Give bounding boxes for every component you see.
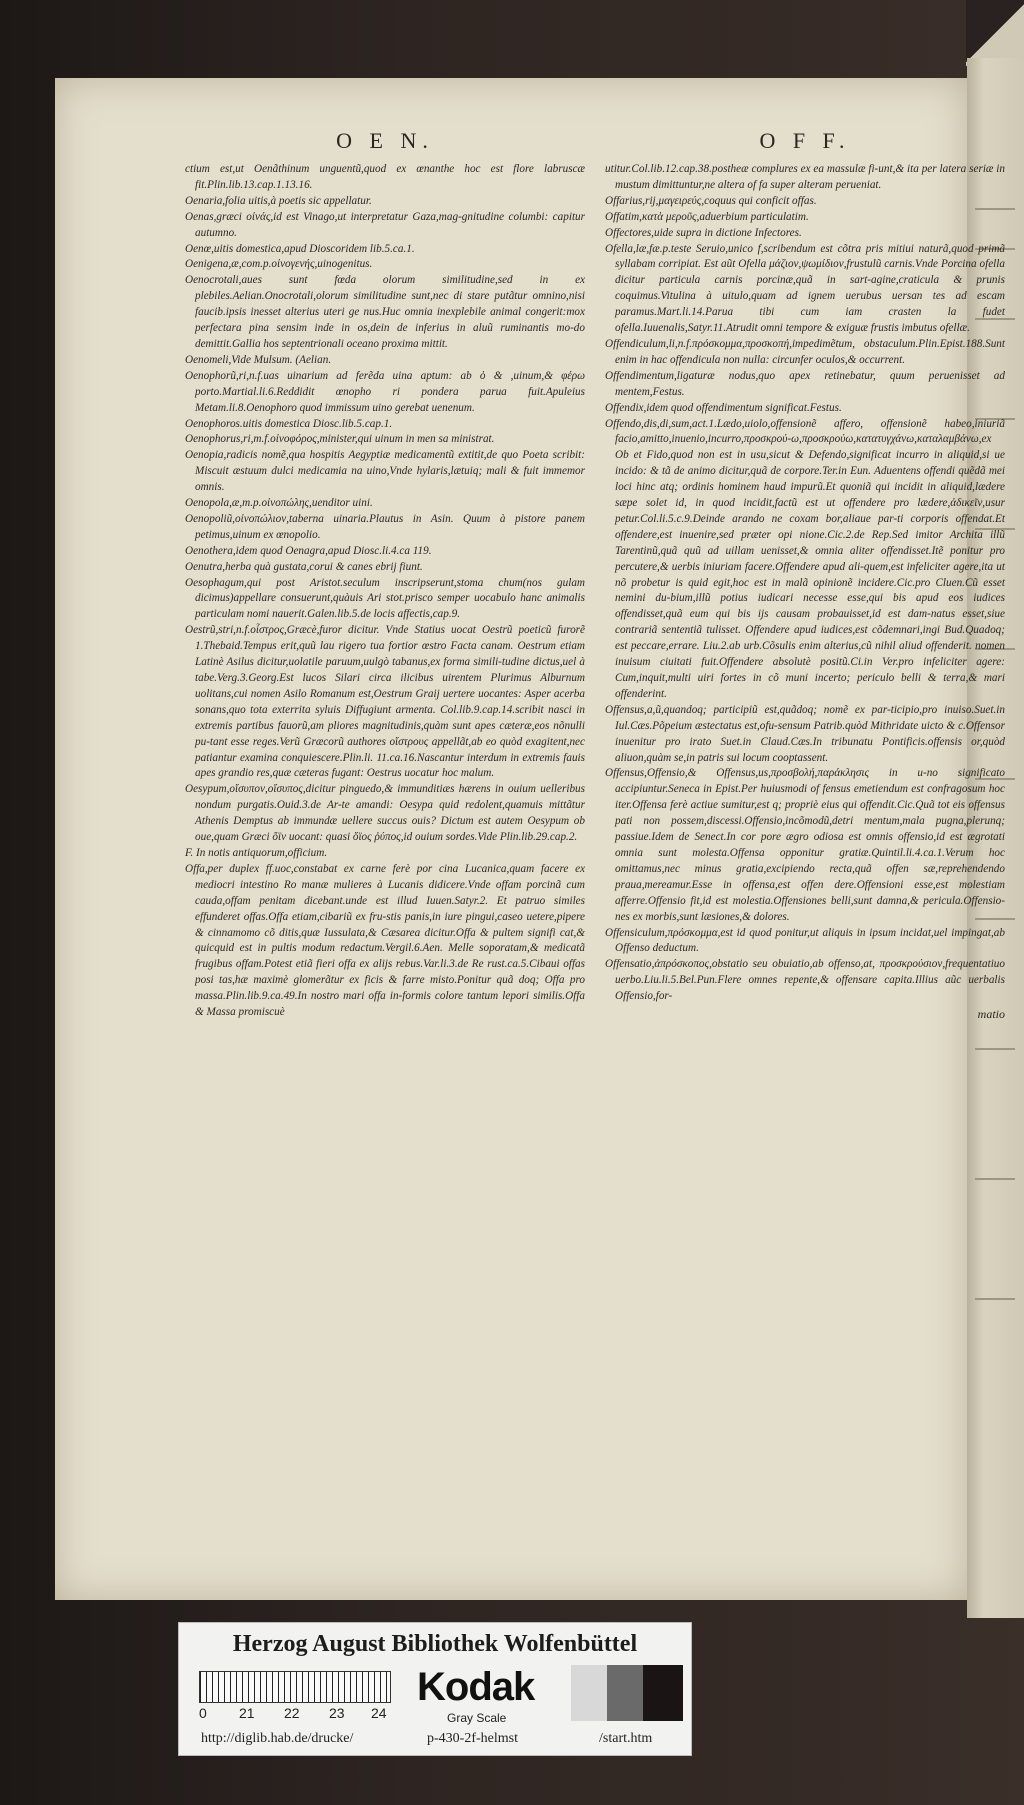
- dictionary-entry: Offendix,idem quod offendimentum significat.Festus.: [605, 401, 842, 414]
- ruler-mark: 21: [239, 1705, 255, 1721]
- url-base: http://diglib.hab.de/drucke/: [201, 1731, 354, 1746]
- gray-patch-mid: [607, 1665, 643, 1721]
- scale-ruler: [199, 1671, 391, 1703]
- dictionary-entry: Oenothera,idem quod Oenagra,apud Diosc.li.4.ca 119.: [185, 544, 432, 557]
- gray-patch-light: [571, 1665, 607, 1721]
- dictionary-entry: Offectores,uide supra in dictione Infectores.: [605, 226, 802, 239]
- dictionary-entry: Oenœ,uitis domestica,apud Dioscoridem lib.5.ca.1.: [185, 242, 415, 255]
- left-column: [185, 128, 585, 1021]
- dictionary-entry: Offarius,rij,μαγειρεύς,coquus qui conficit offas.: [605, 194, 817, 207]
- right-column: [605, 128, 1005, 1022]
- dictionary-entry: Oesypum,οἴσυπον,οἴσυπος,dicitur pinguedo,& immunditiæs hærens in ouium uelleribus nondum purgatis.Ouid.3.de Ar-te amandi: Oesypa quid redolent,quamuis mittãtur Athenis Demptus ab immundæ uellere succus ouis? Dictum est autem Oesypum ob oue,quam Græci ὄϊν uocant: quasi ὄϊος ῥύπος,id ouium sordes.Vide Plin.lib.29.cap.2.: [185, 783, 585, 844]
- dictionary-entry: Oenophoros.uitis domestica Diosc.lib.5.cap.1.: [185, 417, 393, 430]
- dictionary-entry: Offendo,dis,di,sum,act.1.Lædo,uiolo,offensionẽ affero, offensionẽ habeo,iniuriã facio,amitto,inuenio,incurro,προσκρού-ω,προσκρούω,κατατυγχάνω,καταλαμβάνω,ex Ob et Fido,quod non est in usu,sicut & Defendo,significat incurro in aliquid,si ue incido: & tã de animo dicitur,quã de corpore.Ter.in Eun. Aduentens offendi quẽdã mei loci hinc atq; ordinis hominem haud impurũ.Et quoniã qui incidit in aliquid,lædere sæpe solet id, in quod incidit,factũ est ut offendere pro lædere,ἀδικεῖν,usur petur.Col.li.5.c.9.Deinde arando ne coxam bor,aliaue par-ti corporis offendat.Et offendere,est inuenire,sed præter opi nione.Cic.2.de Rep.Sed imitor Archita illũ Tarentinũ,quã quũ ad uillam uenisset,& omnia aliter offendisset.Itẽ ponitur pro percutere,& uerbis iniuriam facere.Offendere apud ali-quem,est infeliciter agere,ita ut nõ probetur is quid egit,hoc est in malã opinionẽ incidere.Cic.pro Cluen.Cũ esset nemini du-bium,illũ potius iudicari necesse esse,qui bis apud eos iudices offendisset,quã eum qui bis ijs causam probauisset,id est dam-natus esset,siue contrariã sententiã tulisset. Offendere apud iudices,est cõdemnari,ingi Bud.Quadoq; est peccare,errare. Liu.2.ab urb.Cõsulis enim alterius,cũ nihil aliud offenderit. nomen inuisum ciuitati fuit.Offendere absolutè positũ.Ci.in Ver.pro infeliciter agere: Cum,inquit,multi uiri fortes in cõ muni incerto; periculo belli & terra,& mari offenderint.: [605, 417, 1005, 700]
- dictionary-entry: Oenopia,radicis nomẽ,qua hospitis Aegyptiæ medicamentũ extitit,de quo Poeta scribit: Miscuit æstuum dulci medicamia na uino,Vnde hylaris,lætuiq; mali & fuit immemor omnis.: [185, 449, 585, 494]
- dictionary-entry: Offensus,Offensio,& Offensus,us,προσβολή,παράκλησις in u-no significato accipiuntur.Seneca in Epist.Per huiusmodi of fensus emetiendum est confragosum hoc iter.Offensa ferè actiue sumitur,est q; propriè eius qui offendit.Cic.Quã tot eis offensus pati non possem,discessi.Offensio,incõmodũ,detri mentum,mala pugna,plerunq; passiue.Idem de Senect.In cor pore ægro odiosa est omnis offensio,id est ægrotati omnia sunt molesta.Offensa opponitur gratiæ.Quintil.li.4.ca.1.Verum hoc omittamus,nec minus gratia,excipiendo recta,quã offen sæ,reprehendendo praua,mereamur.Esse in offensa,est offen dere.Offensioni esse,est molestiam afferre.Offensio fit,id est molestia.Offensiones belli,sunt damna,& pericula.Offensio-nes ex morbis,sunt læsiones,& dolores.: [605, 767, 1005, 923]
- catchword: matio: [977, 1007, 1005, 1022]
- left-running-head: O E N.: [336, 128, 434, 153]
- dictionary-entry: Oesophagum,qui post Aristot.seculum inscripserunt,stoma chum(nos gulam dicimus)appellare consuerunt,quàuis Ari stot.prisco semper uocabulo hanc animalis particulam nomi nauerit.Galen.lib.5.de locis affectis,cap.9.: [185, 576, 585, 621]
- dictionary-entry: Oenas,græci οἰνάς,id est Vinago,ut interpretatur Gaza,mag-gnitudine columbi: capitur autumno.: [185, 210, 585, 239]
- dictionary-entry: Offatim,κατὰ μεροῦς,aduerbium particulatim.: [605, 210, 809, 223]
- dictionary-entry: Oenocrotali,aues sunt fœda olorum similitudine,sed in ex plebiles.Aelian.Onocrotali,olorum similitudine sunt,nec di stare putãtur omnino,nisi faucib.ipsis inesset alterius uteri ge nus.Huc omnia inexplebile animal congerit:mox perfectara pina sensim inde in os,dein de inferius in aluũ ruminantis mo-do demittit.Gallia hos septentrionali oceano proxima mittit.: [185, 274, 585, 350]
- dictionary-entry: Oenomeli,Vide Mulsum. (Aelian.: [185, 353, 332, 366]
- url-page: /start.htm: [599, 1731, 653, 1746]
- dictionary-entry: Oenophorus,ri,m.f.οἰνοφόρος,minister,qui uinum in men sa ministrat.: [185, 433, 495, 446]
- dictionary-entry: Offensatio,ἀπρόσκοπος,obstatio seu obuiatio,ab offenso,at, προσκρούσιον,frequentatiuo uerbo.Liu.li.5.Bel.Pun.Flere omnes repente,& offensare capita.Illius aũc uerbalis Offensio,for-: [605, 958, 1005, 1003]
- dictionary-entry: Oenutra,herba quà gustata,corui & canes ebrij fiunt.: [185, 560, 423, 573]
- url-item-id: p-430-2f-helmst: [427, 1731, 518, 1746]
- dictionary-entry: Oenopola,æ,m.p.οἰνοπώλης,uenditor uini.: [185, 497, 373, 510]
- dictionary-entry: Oestrũ,stri,n.f.οἶστρος,Græcè,furor dicitur. Vnde Statius uocat Oestrũ poeticũ furorẽ 1.Thebaid.Tempus erit,quũ lau rigero tua fortior œstro Facta canam. Oestrum etiam Latinè Asilus dicitur,uolatile paruum,uulgò tabanus,ex forma simili-tudine dictus,uel à tabe.Verg.3.Georg.Est lucos Silari circa ilicibus uirentem Plurimus Alburnum uolitans,cui nomen Asilo Romanum est,Oestrum Graij uertere uocantes: Asper acerba sonans,quo tota exterrita syluis Diffugiunt armenta. Col.lib.9.cap.14.scribit nasci in extremis partibus fauorũ,am pliores magnitudinis,quàm sunt apes cæteræ,eos nõnulli pu-tant esse reges.Verũ Græcorũ authores οἴστρους appellãt,ab eo quòd exagitent,nec patiantur examina conquiescere.Plin.li. 11.ca.16.Nascantur interdum in extremis fauis apes grandio res,quæ cæteras fugant: Oestrus uocatur hoc malum.: [185, 624, 585, 780]
- dictionary-entry: Offensiculum,πρόσκομμα,est id quod ponitur,ut aliquis in ipsum incidat,uel impingat,ab Offenso deductum.: [605, 926, 1005, 955]
- ruler-mark: 24: [371, 1705, 387, 1721]
- ruler-mark: 23: [329, 1705, 345, 1721]
- dictionary-entry: Oenaria,folia uitis,à poetis sic appellatur.: [185, 194, 372, 207]
- dictionary-entry: ctium est,ut Oenãthinum unguentũ,quod ex œnanthe hoc est flore labruscæ fit.Plin.lib.13.cap.1.13.16.: [185, 163, 585, 191]
- right-running-head: O F F.: [759, 128, 851, 153]
- dictionary-entry: Offensus,a,ũ,quandoq; participiũ est,quãdoq; nomẽ ex par-ticipio,pro inuiso.Suet.in Iul.Cæs.Põpeium æstectatus est,ofu-sensum Patrib.quòd Mithridate uicto & c.Offensor inuenitur pro irato Suet.in Claud.Cæs.In tribunatu Pontificis.offensis or,quòd aliuon,quàm se,in patris sui locum cooptassent.: [605, 703, 1005, 764]
- page-corner: [966, 0, 1024, 66]
- gray-scale-label: Gray Scale: [447, 1711, 507, 1725]
- color-calibration-bar: [178, 1622, 692, 1756]
- dictionary-entry: Offa,per duplex ff.uoc,constabat ex carne ferè por cina Lucanica,quam facere ex mediocri intestino Ro manæ mulieres à Lucanis didicere.Vnde offam porcinã cum cauda,offam penitam dicebant.unde est illud Iuuen.Satyr.2. Et patruo similes effunderet offas.Offa etiam,cibariũ ex fru-stis panis,in iure pingui,caseo uetere,pipere & cinnamomo cõ ditis,quæ Iussulata,& Cæsarea dicitur.Offa & pultem signifi cat,& quicquid est in pultis modum redactum.Vergil.6.Aen. Melle soporatam,& medicatã frugibus offam.Potest etiã fieri offa ex alijs rebus.Var.li.3.de Re rust.ca.5.Cibaui offas posi tas,hæ maximè glomerãtur ex ficis & farre misto.Ponitur quã doq; Offa pro massa.Plin.lib.9.ca.49.In nostro mari offa in-formis colore tantum lepori similis.Offa & Massa promiscuè: [185, 862, 585, 1019]
- left-entry-list: [185, 162, 585, 1021]
- right-entry-list: [605, 162, 1005, 1005]
- ruler-mark: 0: [199, 1705, 207, 1721]
- kodak-logo: Kodak: [417, 1665, 535, 1709]
- gray-patch-dark: [643, 1665, 683, 1721]
- dictionary-entry: Oenophorũ,ri,n.f.uas uinarium ad ferẽda uina aptum: ab ὁ & ,uinum,& φέρω porto.Martial.li.6.Reddidit œnopho ri pondera parua fuit.Apuleius Metam.li.8.Oenophoro quod immissum uino gerebat uenenum.: [185, 369, 585, 414]
- dictionary-entry: utitur.Col.lib.12.cap.38.postheæ complures ex ea massulæ fi-unt,& ita per latera seriæ in mustum dimittuntur,ne altera of fa super alteram perueniat.: [605, 163, 1005, 191]
- dictionary-entry: Oenigena,æ,com.p.οἰνογενής,uinogenitus.: [185, 258, 373, 271]
- ruler-mark: 22: [284, 1705, 300, 1721]
- dictionary-entry: Offendimentum,ligaturæ nodus,quo apex retinebatur, quum peruenisset ad mentem,Festus.: [605, 369, 1005, 398]
- dictionary-entry: Oenopoliũ,οἰνοπώλιον,taberna uinaria.Plautus in Asin. Quum à pistore panem petimus,uinum ex œnopolio.: [185, 512, 585, 541]
- dictionary-entry: Ofella,læ,fæ.p.teste Seruio,unico f,scribendum est cõtra pris mitiui naturã,quod primã syllabam corripiat. Est aũt Ofella μάζιον,ψωμίδιον,frustulũ carnis.Vnde Porcina ofella dicitur particula carnis porcinæ,quã in sart-agine,craticula & prunis coquimus.Vitulina à uitulo,quam ad ignem uerubus uersan tes ad escam paramus.Mart.li.14.Parua tibi cum iam crasten la fudet ofella.Iuuenalis,Satyr.11.Atrudit omni tempore & exiguæ frustis imbutus ofellæ.: [605, 242, 1005, 335]
- dictionary-entry: Offendiculum,li,n.f.πρόσκομμα,προσκοπή,impedimẽtum, obstaculum.Plin.Epist.188.Sunt enim in hac offendicula non nulla: circunfer oculos,& occurrent.: [605, 337, 1005, 366]
- dictionary-entry: F. In notis antiquorum,officium.: [185, 846, 328, 859]
- library-name: Herzog August Bibliothek Wolfenbüttel: [232, 1631, 638, 1657]
